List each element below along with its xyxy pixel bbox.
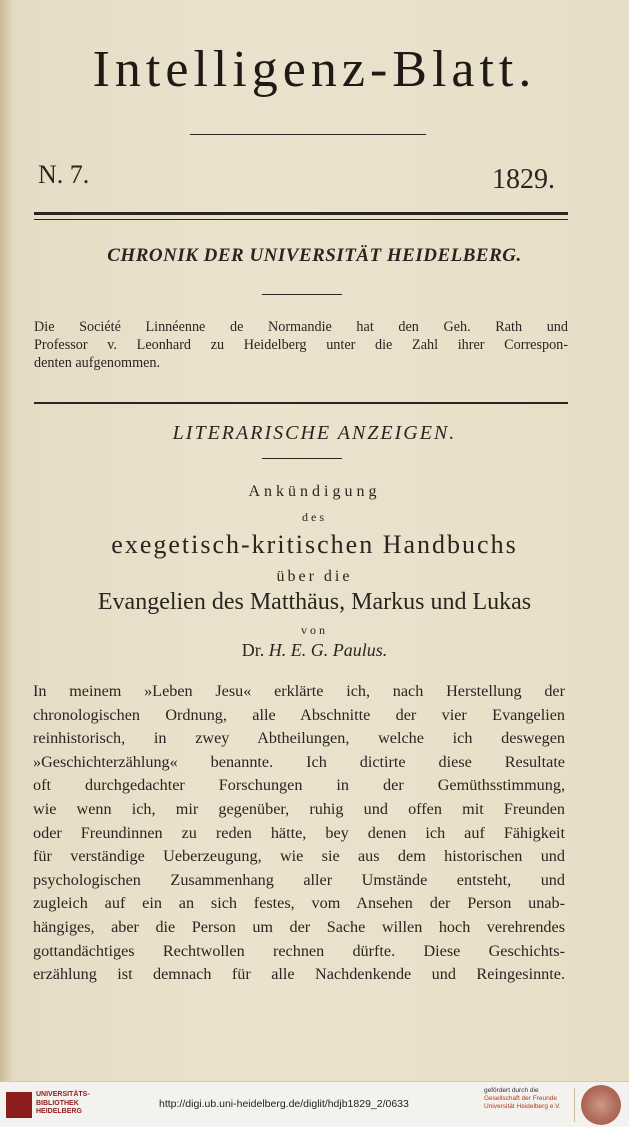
chronik-line: denten aufgenommen. bbox=[34, 355, 161, 371]
body-line: oder Freundinnen zu reden hätte, bey denen ich auf Fähigkeit bbox=[33, 823, 565, 842]
chronik-short-rule bbox=[262, 294, 342, 295]
chronik-heading: CHRONIK DER UNIVERSITÄT HEIDELBERG. bbox=[107, 245, 522, 266]
handbuch-title: exegetisch-kritischen Handbuchs bbox=[111, 530, 518, 559]
body-line: hängiges, aber die Person um der Sache willen hoch verehrendes bbox=[33, 917, 565, 936]
library-line: UNIVERSITÄTS- bbox=[36, 1091, 90, 1098]
issue-year: 1829. bbox=[492, 164, 555, 195]
title-rule bbox=[190, 134, 426, 135]
von-line: von bbox=[301, 623, 328, 637]
literarische-heading: LITERARISCHE ANZEIGEN. bbox=[172, 422, 457, 444]
body-line: psychologischen Zusammenhang aller Umstände entsteht, und bbox=[33, 870, 565, 889]
sponsor-line: Universität Heidelberg e.V. bbox=[484, 1103, 561, 1111]
body-line: chronologischen Ordnung, alle Abschnitte der vier Evangelien bbox=[33, 705, 565, 724]
ueber-line: über die bbox=[276, 568, 353, 585]
library-line: HEIDELBERG bbox=[36, 1108, 82, 1115]
author-line bbox=[0, 640, 629, 661]
body-text bbox=[33, 680, 565, 987]
double-rule-bottom bbox=[34, 219, 568, 220]
body-line: zugleich auf ein an sich festes, vom Ansehen der Person unab- bbox=[33, 894, 565, 913]
chronik-line: Die Société Linnéenne de Normandie hat den Geh. Rath und bbox=[34, 319, 568, 335]
viewer-footer bbox=[0, 1081, 629, 1127]
body-line: erzählung ist demnach für alle Nachdenkende und Reingesinnte. bbox=[33, 965, 565, 984]
body-line: In meinem »Leben Jesu« erklärte ich, nach Herstellung der bbox=[33, 682, 565, 700]
des-line: des bbox=[302, 510, 327, 524]
double-rule-top bbox=[34, 212, 568, 215]
university-library-logo-icon bbox=[6, 1092, 32, 1118]
ankuendigung-title: Ankündigung bbox=[248, 483, 381, 500]
author-prefix: Dr. bbox=[241, 640, 265, 660]
body-line: oft durchgedachter Forschungen in der Gemüthsstimmung, bbox=[33, 776, 565, 795]
sponsor-label: gefördert durch die bbox=[484, 1087, 539, 1094]
body-line: für verständige Ueberzeugung, wie sie aus dem historischen und bbox=[33, 847, 565, 866]
literarische-short-rule bbox=[262, 458, 342, 459]
journal-title: Intelligenz-Blatt. bbox=[92, 41, 537, 98]
issue-number: N. 7. bbox=[38, 160, 90, 189]
chronik-paragraph bbox=[34, 318, 568, 372]
library-line: BIBLIOTHEK bbox=[36, 1099, 79, 1107]
sponsor-block bbox=[484, 1087, 561, 1112]
permalink-url[interactable]: http://digi.ub.uni-heidelberg.de/diglit/hdjb1829_2/0633 bbox=[159, 1098, 409, 1110]
body-line: reinhistorisch, in zwey Abtheilungen, welche ich deswegen bbox=[33, 729, 565, 748]
body-line: gottandächtiges Rechtwollen rechnen dürfte. Diese Geschichts- bbox=[33, 941, 565, 960]
footer-divider bbox=[574, 1088, 575, 1122]
library-name bbox=[36, 1091, 90, 1117]
body-line: wie wenn ich, mir gegenüber, ruhig und offen mit Freunden bbox=[33, 799, 565, 818]
author-name: H. E. G. Paulus. bbox=[268, 640, 388, 660]
body-line: »Geschichterzählung« benannte. Ich dictirte diese Resultate bbox=[33, 752, 565, 771]
evangelien-title: Evangelien des Matthäus, Markus und Lukas bbox=[97, 589, 532, 615]
sponsor-line: Gesellschaft der Freunde bbox=[484, 1095, 557, 1103]
university-seal-icon bbox=[581, 1085, 621, 1125]
section-rule bbox=[34, 402, 568, 404]
chronik-line: Professor v. Leonhard zu Heidelberg unter die Zahl ihrer Correspon- bbox=[34, 337, 568, 353]
